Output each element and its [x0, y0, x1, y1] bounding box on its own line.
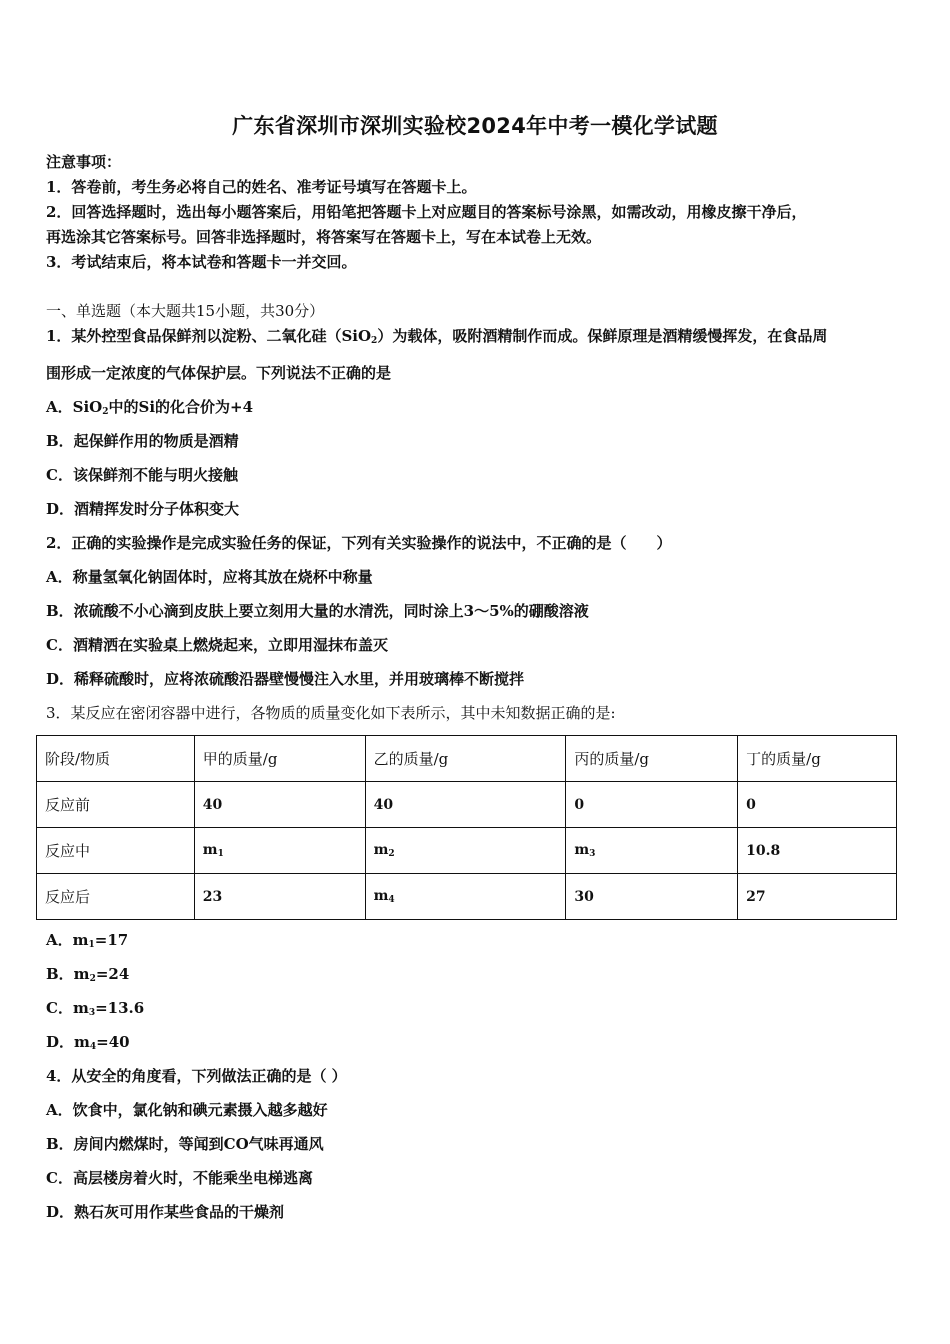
table-cell-label: 反应后: [37, 874, 195, 920]
notice-heading: 注意事项：: [46, 153, 122, 171]
question-2-stem: 2．正确的实验操作是完成实验任务的保证，下列有关实验操作的说法中，不正确的是（ ）: [46, 534, 672, 552]
question-1-stem-cont: 围形成一定浓度的气体保护层。下列说法不正确的是: [46, 364, 392, 382]
table-row: [37, 782, 897, 828]
page-title: 广东省深圳市深圳实验校2024年中考一模化学试题: [232, 114, 718, 138]
q1-option-a: A．SiO$_2$中的Si的化合价为+4: [46, 398, 254, 417]
q3-option-b: B．$m_2=24$: [46, 965, 130, 984]
q2-option-d: D．稀释硫酸时，应将浓硫酸沿器壁慢慢注入水里，并用玻璃棒不断搅拌: [46, 670, 525, 688]
table-header-cell: 甲的质量/g: [194, 736, 365, 782]
q4-option-d: D．熟石灰可用作某些食品的干燥剂: [46, 1203, 285, 1221]
table-cell: $m_2$: [365, 828, 566, 874]
q1-option-b: B．起保鲜作用的物质是酒精: [46, 432, 239, 450]
q4-option-b: B．房间内燃煤时，等闻到CO气味再通风: [46, 1135, 324, 1153]
q3-option-c: C．$m_3=13.6$: [46, 999, 145, 1018]
q4-option-a: A．饮食中，氯化钠和碘元素摄入越多越好: [46, 1101, 328, 1119]
table-row: [37, 828, 897, 874]
table-cell: 30: [566, 874, 738, 920]
table-cell: 0: [738, 782, 897, 828]
table-header-cell: 阶段/物质: [37, 736, 195, 782]
table-cell-label: 反应中: [37, 828, 195, 874]
q2-option-b: B．浓硫酸不小心滴到皮肤上要立刻用大量的水清洗，同时涂上3～5%的硼酸溶液: [46, 602, 589, 620]
table-header-row: [37, 736, 897, 782]
q3-option-d: D．$m_4=40$: [46, 1033, 130, 1052]
notice-item: 3．考试结束后，将本试卷和答题卡一并交回。: [46, 253, 357, 271]
question-3-stem: 3．某反应在密闭容器中进行，各物质的质量变化如下表所示，其中未知数据正确的是:: [46, 704, 616, 722]
table-cell: 0: [566, 782, 738, 828]
notice-item: 2．回答选择题时，选出每小题答案后，用铅笔把答题卡上对应题目的答案标号涂黑，如需改动，用橡皮擦干净后，: [46, 203, 807, 221]
table-cell: 40: [194, 782, 365, 828]
question-4-stem: 4．从安全的角度看，下列做法正确的是（ ）: [46, 1067, 347, 1085]
table-header-cell: 乙的质量/g: [365, 736, 566, 782]
q1-option-d: D．酒精挥发时分子体积变大: [46, 500, 240, 518]
table-cell: 10.8: [738, 828, 897, 874]
mass-change-table: [36, 735, 897, 920]
q2-option-a: A．称量氢氧化钠固体时，应将其放在烧杯中称量: [46, 568, 373, 586]
table-cell-label: 反应前: [37, 782, 195, 828]
table-cell: $m_3$: [566, 828, 738, 874]
table-cell: 23: [194, 874, 365, 920]
table-cell: $m_1$: [194, 828, 365, 874]
notice-item: 再选涂其它答案标号。回答非选择题时，将答案写在答题卡上，写在本试卷上无效。: [46, 228, 602, 246]
q3-option-a: A．$m_1=17$: [46, 931, 129, 950]
question-1-stem: 1．某外控型食品保鲜剂以淀粉、二氧化硅（SiO$_2$）为载体，吸附酒精制作而成。保鲜原理是酒精缓慢挥发，在食品周: [46, 327, 828, 346]
table-cell: $m_4$: [365, 874, 566, 920]
table-row: [37, 874, 897, 920]
table-header-cell: 丙的质量/g: [566, 736, 738, 782]
q1-option-c: C．该保鲜剂不能与明火接触: [46, 466, 238, 484]
table-cell: 27: [738, 874, 897, 920]
table-cell: 40: [365, 782, 566, 828]
table-header-cell: 丁的质量/g: [738, 736, 897, 782]
section-heading: 一、单选题（本大题共15小题，共30分）: [46, 302, 325, 320]
notice-item: 1．答卷前，考生务必将自己的姓名、准考证号填写在答题卡上。: [46, 178, 477, 196]
q2-option-c: C．酒精洒在实验桌上燃烧起来，立即用湿抹布盖灭: [46, 636, 388, 654]
q4-option-c: C．高层楼房着火时，不能乘坐电梯逃离: [46, 1169, 313, 1187]
